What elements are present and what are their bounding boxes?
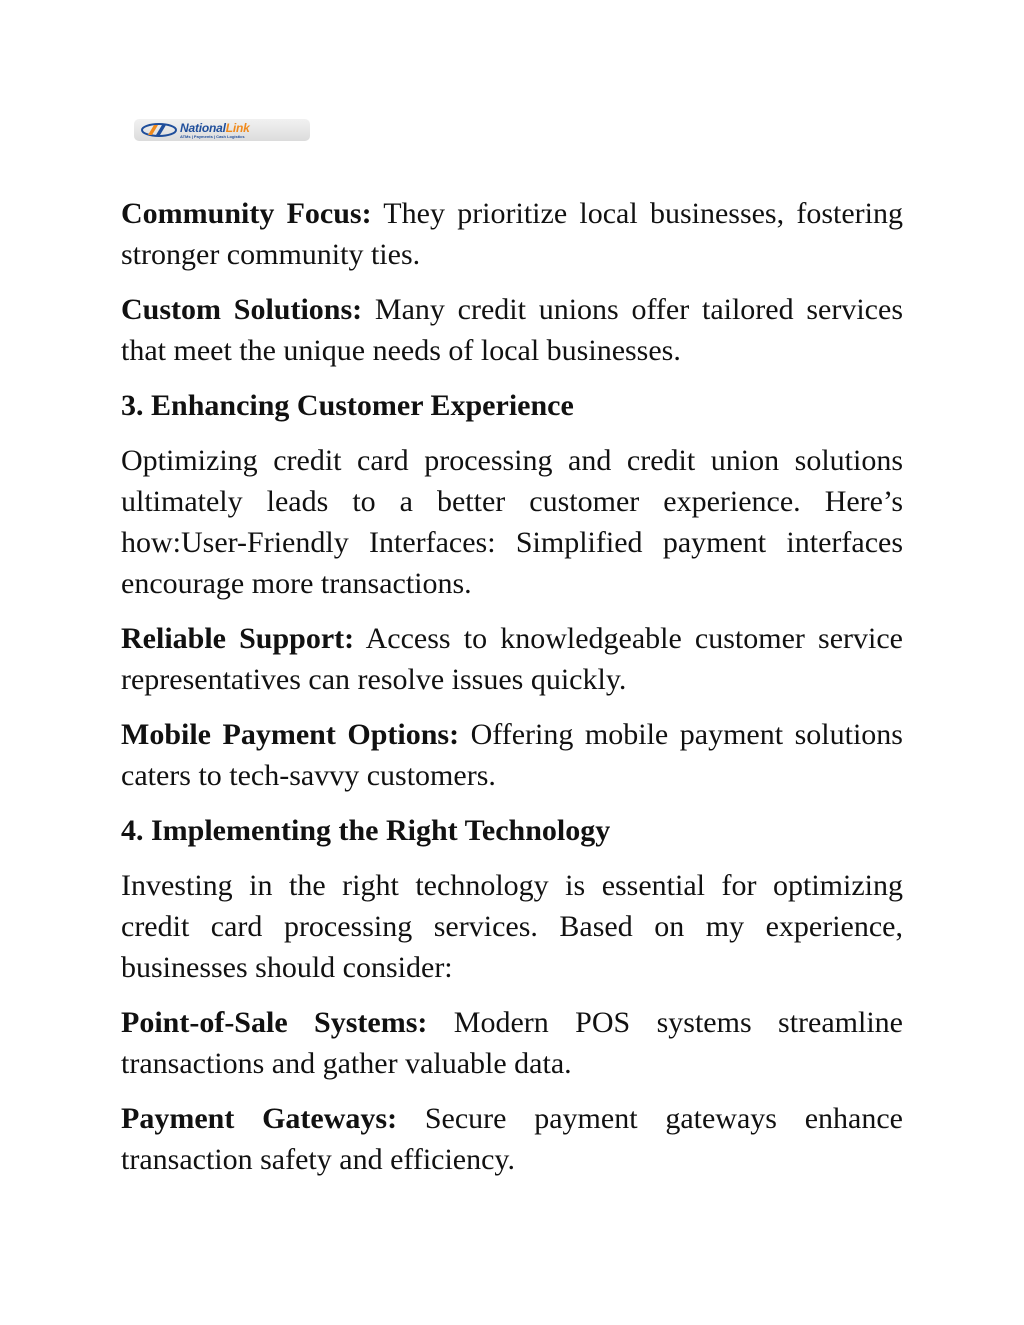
item-text: Secure payment gateways enhance transaction safety and efficiency. xyxy=(121,1102,903,1176)
item-text: Many credit unions offer tailored services that meet the unique needs of local businesses. xyxy=(121,293,903,367)
logo-tagline: ATMs | Payments | Cash Logistics xyxy=(180,133,245,139)
section-heading-right-technology: 4. Implementing the Right Technology xyxy=(121,814,611,847)
list-item-pos-systems xyxy=(121,1002,903,1084)
list-item-custom-solutions xyxy=(121,289,903,371)
item-label: Mobile Payment Options: xyxy=(121,718,460,751)
logo-name-part1: National xyxy=(180,120,226,135)
item-label: Community Focus: xyxy=(121,197,372,230)
item-text: Access to knowledgeable customer service representatives can resolve issues quickly. xyxy=(121,622,903,696)
nationallink-logo-icon xyxy=(140,122,178,138)
item-text: Offering mobile payment solutions caters to tech-savvy customers. xyxy=(121,718,903,792)
logo-name xyxy=(180,122,250,134)
item-label: Custom Solutions: xyxy=(121,293,363,326)
list-item-community-focus xyxy=(121,193,903,275)
company-logo xyxy=(134,119,310,141)
item-label: Payment Gateways: xyxy=(121,1102,398,1135)
document-body xyxy=(121,193,903,1194)
item-text: They prioritize local businesses, fostering stronger community ties. xyxy=(121,197,903,271)
logo-wordmark xyxy=(180,122,250,139)
paragraph-right-technology: Investing in the right technology is essential for optimizing credit card processing services. Based on my experience, businesses should consider: xyxy=(121,869,903,984)
section-heading-customer-experience: 3. Enhancing Customer Experience xyxy=(121,389,574,422)
paragraph-customer-experience: Optimizing credit card processing and credit union solutions ultimately leads to a better customer experience. Here’s how:User-Friendly Interfaces: Simplified payment interfaces encourage more transactions. xyxy=(121,444,903,600)
item-label: Point-of-Sale Systems: xyxy=(121,1006,428,1039)
list-item-reliable-support xyxy=(121,618,903,700)
item-text: Modern POS systems streamline transactions and gather valuable data. xyxy=(121,1006,903,1080)
logo-name-part2: Link xyxy=(225,120,250,135)
list-item-mobile-payment xyxy=(121,714,903,796)
item-label: Reliable Support: xyxy=(121,622,355,655)
list-item-payment-gateways xyxy=(121,1098,903,1180)
